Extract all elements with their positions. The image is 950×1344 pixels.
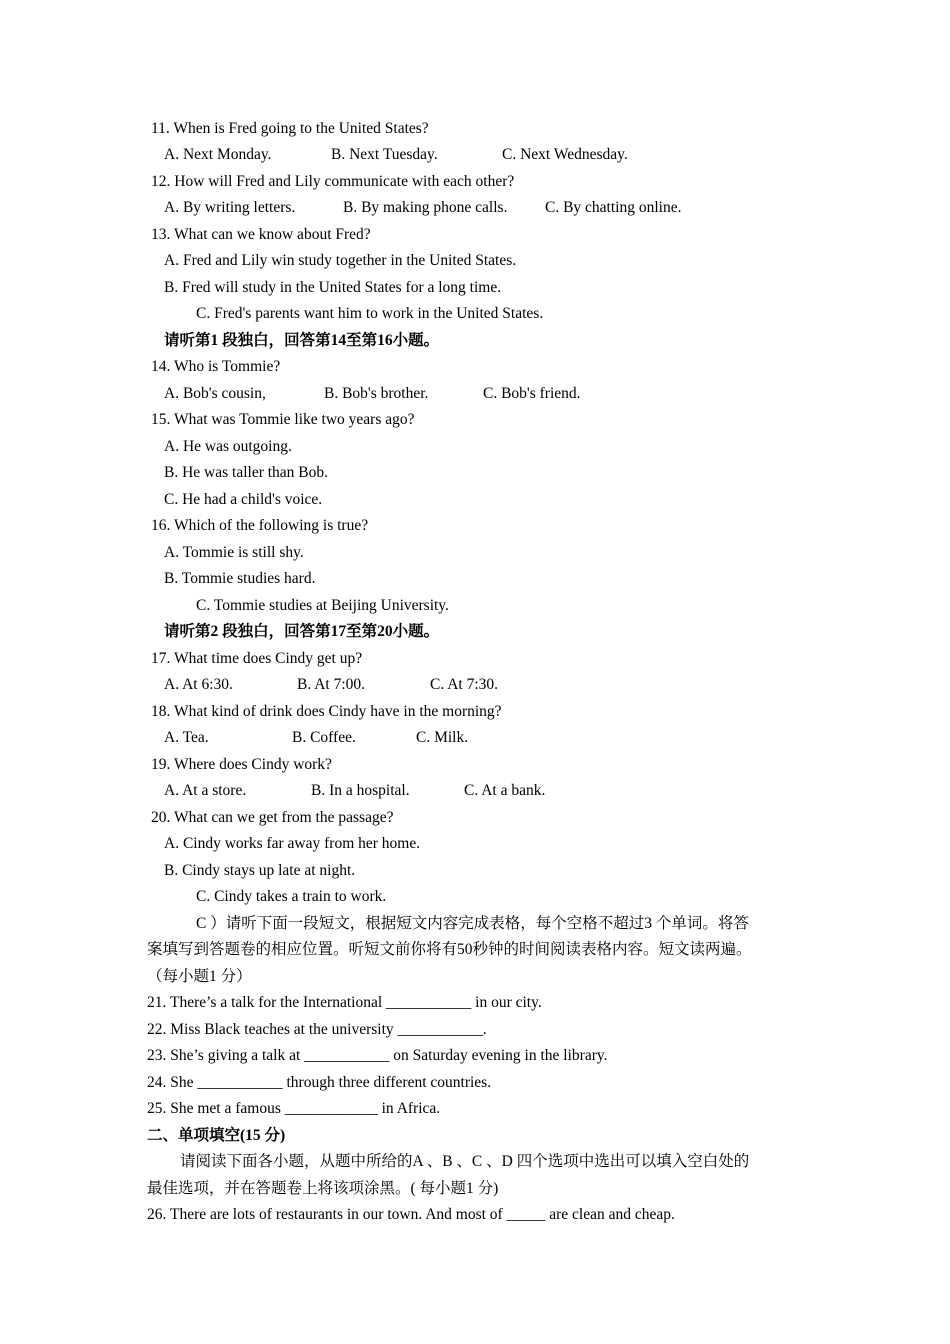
question-17: 17. What time does Cindy get up? bbox=[151, 650, 363, 667]
q13-option-a: A. Fred and Lily win study together in the United States. bbox=[164, 252, 517, 269]
section-heading-2: 请听第2 段独白，回答第17至第20小题。 bbox=[164, 623, 440, 640]
question-21: 21. There’s a talk for the International ___________ in our city. bbox=[147, 994, 542, 1011]
q16-option-a: A. Tommie is still shy. bbox=[164, 544, 304, 561]
question-19: 19. Where does Cindy work? bbox=[151, 756, 332, 773]
question-15: 15. What was Tommie like two years ago? bbox=[151, 411, 415, 428]
question-24: 24. She ___________ through three different countries. bbox=[147, 1074, 492, 1091]
section-heading-1: 请听第1 段独白，回答第14至第16小题。 bbox=[164, 332, 440, 349]
q15-option-c: C. He had a child's voice. bbox=[164, 491, 323, 508]
q11-option-b: B. Next Tuesday. bbox=[331, 146, 438, 163]
question-26: 26. There are lots of restaurants in our town. And most of _____ are clean and cheap. bbox=[147, 1206, 675, 1223]
q12-option-c: C. By chatting online. bbox=[545, 199, 682, 216]
q13-option-c: C. Fred's parents want him to work in the United States. bbox=[196, 305, 544, 322]
q15-option-b: B. He was taller than Bob. bbox=[164, 464, 329, 481]
q15-option-a: A. He was outgoing. bbox=[164, 438, 292, 455]
q17-option-a: A. At 6:30. bbox=[164, 676, 233, 693]
q19-option-a: A. At a store. bbox=[164, 782, 247, 799]
question-12: 12. How will Fred and Lily communicate with each other? bbox=[151, 173, 515, 190]
question-13: 13. What can we know about Fred? bbox=[151, 226, 371, 243]
q16-option-b: B. Tommie studies hard. bbox=[164, 570, 316, 587]
part-2-instruction-line-2: 最佳选项，并在答题卷上将该项涂黑。( 每小题1 分) bbox=[147, 1180, 499, 1197]
q17-option-b: B. At 7:00. bbox=[297, 676, 366, 693]
part-c-instruction-line-1: C ）请听下面一段短文，根据短文内容完成表格，每个空格不超过3 个单词。将答 bbox=[196, 915, 749, 932]
q12-option-b: B. By making phone calls. bbox=[343, 199, 508, 216]
question-11: 11. When is Fred going to the United States? bbox=[151, 120, 429, 137]
part-c-instruction-line-2: 案填写到答题卷的相应位置。听短文前你将有50秒钟的时间阅读表格内容。短文读两遍。 bbox=[147, 941, 752, 958]
q18-option-b: B. Coffee. bbox=[292, 729, 356, 746]
q14-option-a: A. Bob's cousin, bbox=[164, 385, 266, 402]
q20-option-c: C. Cindy takes a train to work. bbox=[196, 888, 387, 905]
question-20: 20. What can we get from the passage? bbox=[151, 809, 394, 826]
q14-option-c: C. Bob's friend. bbox=[483, 385, 581, 402]
q13-option-b: B. Fred will study in the United States for a long time. bbox=[164, 279, 502, 296]
q20-option-b: B. Cindy stays up late at night. bbox=[164, 862, 356, 879]
q17-option-c: C. At 7:30. bbox=[430, 676, 499, 693]
q12-option-a: A. By writing letters. bbox=[164, 199, 296, 216]
q20-option-a: A. Cindy works far away from her home. bbox=[164, 835, 421, 852]
q19-option-b: B. In a hospital. bbox=[311, 782, 410, 799]
question-14: 14. Who is Tommie? bbox=[151, 358, 281, 375]
part-c-instruction-line-3: （每小题1 分） bbox=[147, 968, 252, 985]
question-18: 18. What kind of drink does Cindy have in the morning? bbox=[151, 703, 502, 720]
part-2-instruction-line-1: 请阅读下面各小题，从题中所给的A 、B 、C 、D 四个选项中选出可以填入空白处的 bbox=[180, 1153, 750, 1170]
part-2-heading: 二、单项填空(15 分) bbox=[147, 1127, 286, 1144]
q18-option-a: A. Tea. bbox=[164, 729, 209, 746]
question-22: 22. Miss Black teaches at the university ___________. bbox=[147, 1021, 487, 1038]
q16-option-c: C. Tommie studies at Beijing University. bbox=[196, 597, 449, 614]
q14-option-b: B. Bob's brother. bbox=[324, 385, 429, 402]
question-23: 23. She’s giving a talk at ___________ on Saturday evening in the library. bbox=[147, 1047, 608, 1064]
q11-option-c: C. Next Wednesday. bbox=[502, 146, 628, 163]
q11-option-a: A. Next Monday. bbox=[164, 146, 272, 163]
question-16: 16. Which of the following is true? bbox=[151, 517, 369, 534]
question-25: 25. She met a famous ____________ in Africa. bbox=[147, 1100, 441, 1117]
q18-option-c: C. Milk. bbox=[416, 729, 469, 746]
q19-option-c: C. At a bank. bbox=[464, 782, 546, 799]
